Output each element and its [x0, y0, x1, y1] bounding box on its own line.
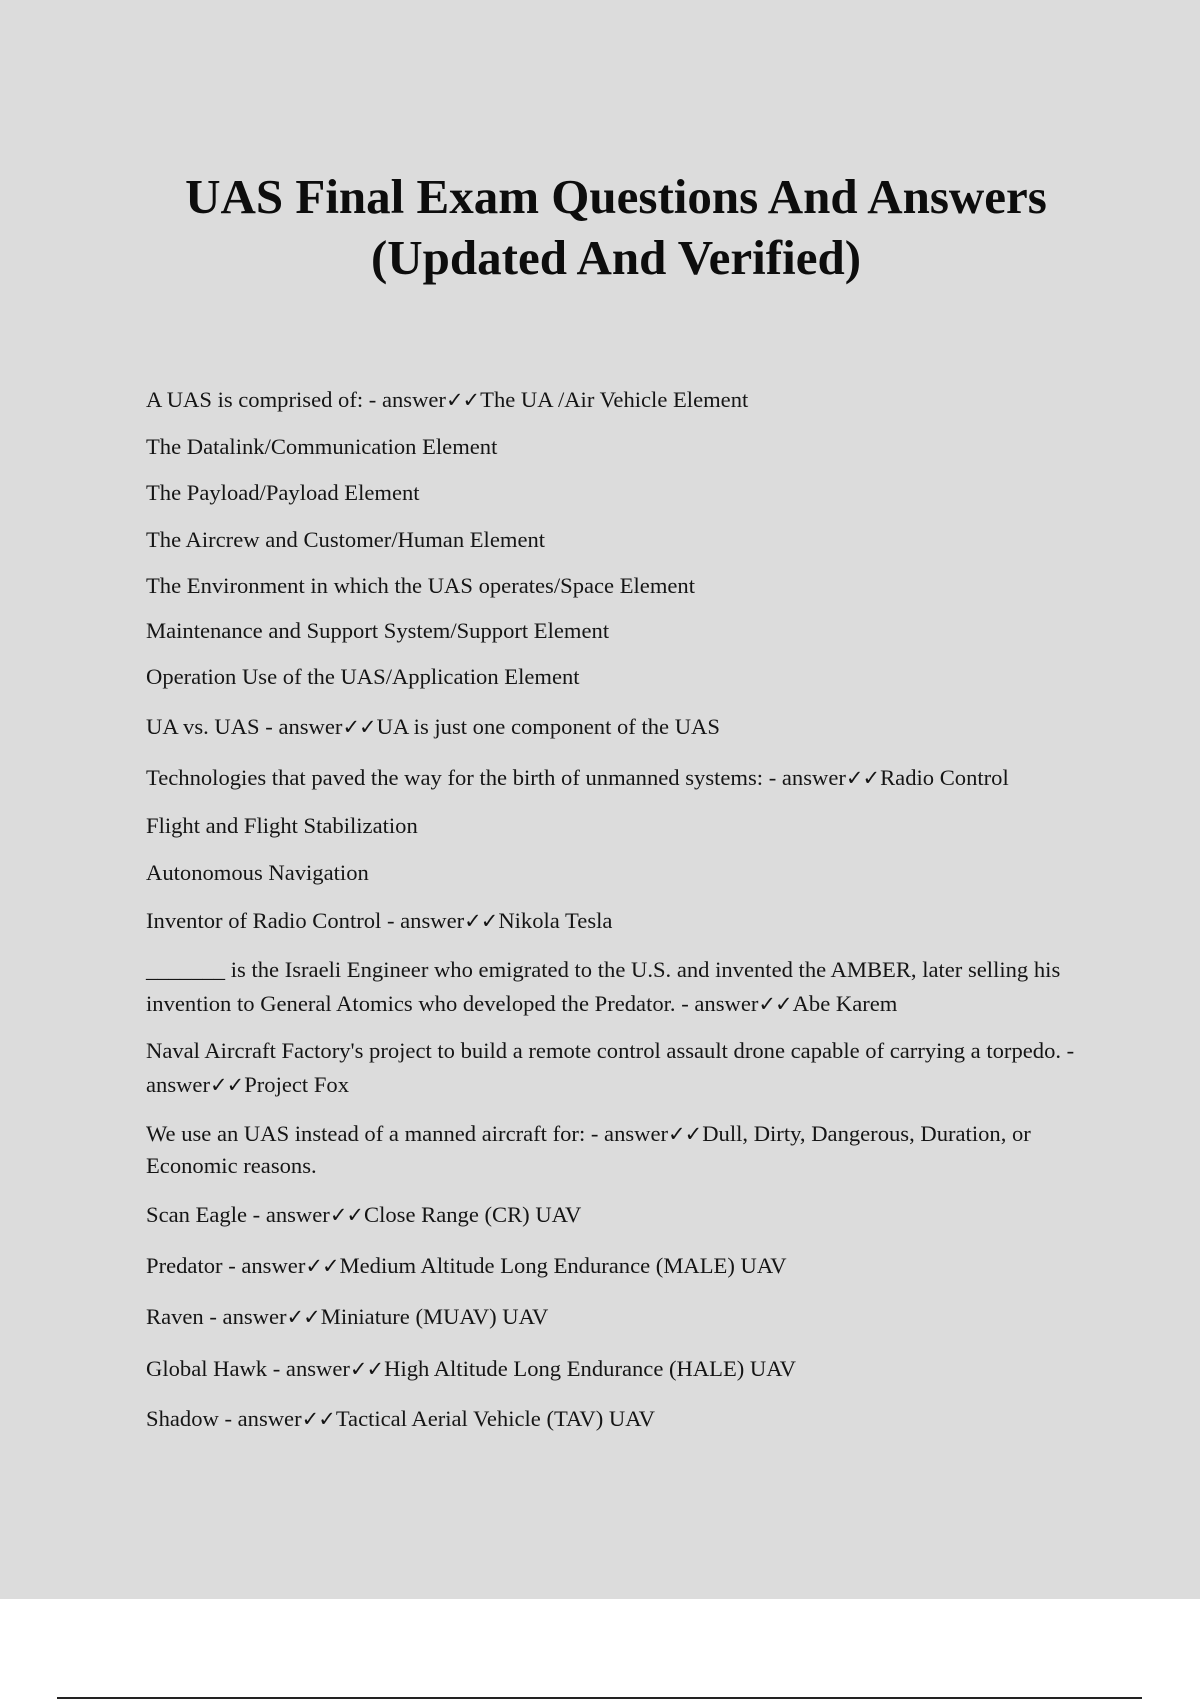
- page-divider: [57, 1697, 1142, 1699]
- question-text: Naval Aircraft Factory's project to build a remote control assault drone capable of carrying a torpedo. - answer: [146, 1038, 1075, 1097]
- question-text: Global Hawk - answer: [146, 1356, 350, 1381]
- answer-text: Abe Karem: [792, 991, 898, 1016]
- qa-item: [146, 904, 612, 938]
- question-text: We use an UAS instead of a manned aircraft for: - answer: [146, 1121, 669, 1146]
- question-text: Shadow - answer: [146, 1406, 302, 1431]
- answer-text: UA is just one component of the UAS: [376, 714, 720, 739]
- qa-item: [146, 1118, 1086, 1181]
- qa-item: [146, 383, 748, 417]
- answer-text: Project Fox: [244, 1072, 350, 1097]
- question-text: UA vs. UAS - answer: [146, 714, 343, 739]
- answer-text: Tactical Aerial Vehicle (TAV) UAV: [335, 1406, 655, 1431]
- qa-item: [146, 761, 1009, 795]
- double-check-icon: ✓✓: [342, 715, 376, 739]
- answer-continuation: Flight and Flight Stabilization: [146, 813, 418, 838]
- answer-text: Medium Altitude Long Endurance (MALE) UAV: [339, 1253, 787, 1278]
- qa-item: [146, 953, 1086, 1021]
- question-text: Scan Eagle - answer: [146, 1202, 330, 1227]
- document-title: [0, 166, 1200, 288]
- qa-item: [146, 1300, 548, 1334]
- title-line-1: UAS Final Exam Questions And Answers: [185, 169, 1047, 224]
- answer-continuation: The Aircrew and Customer/Human Element: [146, 527, 546, 552]
- answer-continuation: Autonomous Navigation: [146, 860, 369, 885]
- question-text: Predator - answer: [146, 1253, 306, 1278]
- answer-continuation: Maintenance and Support System/Support Element: [146, 618, 610, 643]
- question-text: Technologies that paved the way for the birth of unmanned systems: - answer: [146, 765, 846, 790]
- answer-text: High Altitude Long Endurance (HALE) UAV: [384, 1356, 796, 1381]
- answer-continuation: The Environment in which the UAS operates/Space Element: [146, 573, 696, 598]
- qa-item: [146, 1352, 796, 1386]
- double-check-icon: ✓✓: [305, 1254, 339, 1278]
- answer-text: Miniature (MUAV) UAV: [320, 1304, 549, 1329]
- double-check-icon: ✓✓: [329, 1203, 364, 1227]
- answer-continuation: The Payload/Payload Element: [146, 480, 420, 505]
- double-check-icon: ✓✓: [464, 909, 498, 933]
- double-check-icon: ✓✓: [301, 1407, 335, 1431]
- double-check-icon: ✓✓: [349, 1357, 384, 1381]
- answer-text: Dull, Dirty, Dangerous, Duration, or Economic reasons.: [146, 1121, 1031, 1178]
- question-text: _______ is the Israeli Engineer who emigrated to the U.S. and invented the AMBER, later selling his invention to General Atomics who developed the Predator. - answer: [146, 957, 1061, 1016]
- question-text: Raven - answer: [146, 1304, 287, 1329]
- double-check-icon: ✓✓: [286, 1305, 320, 1329]
- answer-text: The UA /Air Vehicle Element: [480, 387, 749, 412]
- qa-item: [146, 1034, 1086, 1102]
- qa-item: [146, 1249, 787, 1283]
- qa-item: [146, 710, 720, 744]
- title-line-2: (Updated And Verified): [370, 230, 862, 285]
- double-check-icon: ✓✓: [758, 992, 792, 1016]
- double-check-icon: ✓✓: [668, 1122, 702, 1146]
- answer-continuation: The Datalink/Communication Element: [146, 434, 498, 459]
- double-check-icon: ✓✓: [845, 766, 880, 790]
- question-text: Inventor of Radio Control - answer: [146, 908, 465, 933]
- answer-text: Radio Control: [880, 765, 1009, 790]
- qa-item: [146, 1402, 655, 1436]
- answer-text: Nikola Tesla: [498, 908, 613, 933]
- answer-text: Close Range (CR) UAV: [364, 1202, 582, 1227]
- double-check-icon: ✓✓: [210, 1073, 244, 1097]
- qa-item: [146, 1198, 581, 1232]
- double-check-icon: ✓✓: [445, 388, 480, 412]
- answer-continuation: Operation Use of the UAS/Application Element: [146, 664, 580, 689]
- question-text: A UAS is comprised of: - answer: [146, 387, 446, 412]
